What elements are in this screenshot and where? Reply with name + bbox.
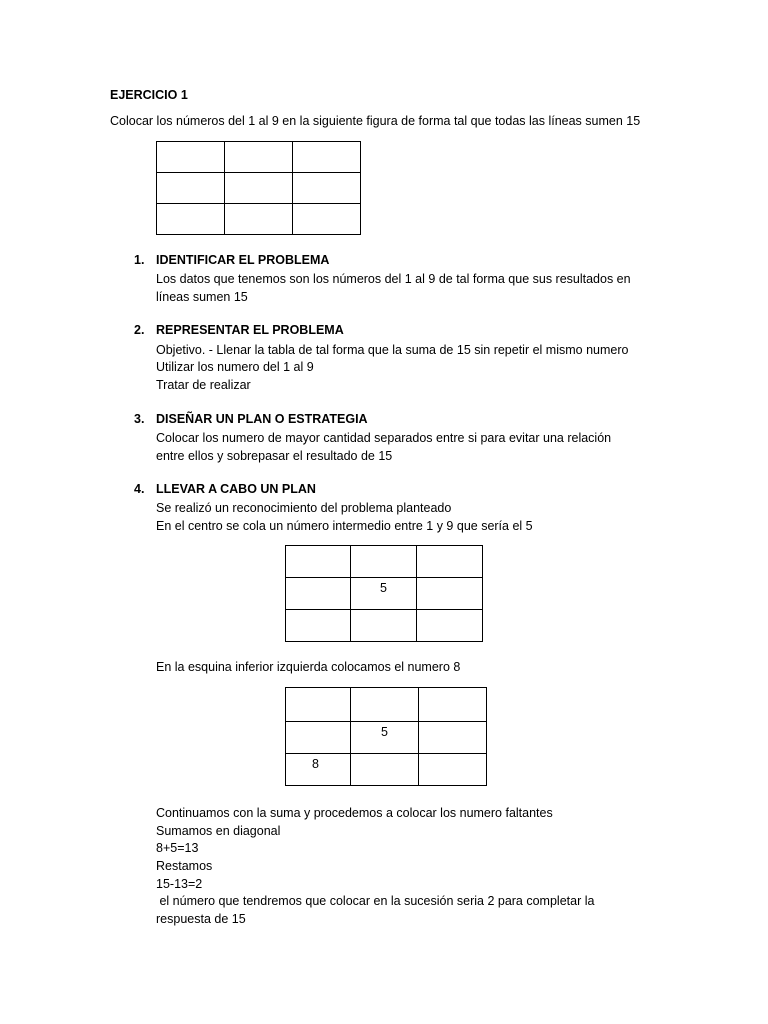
grid-cell: [419, 754, 487, 786]
step-number: 2.: [134, 323, 145, 337]
exercise-instruction: Colocar los números del 1 al 9 en la siguiente figura de forma tal que todas las líneas sumen 15: [110, 114, 641, 128]
grid-cell: [419, 722, 487, 754]
step-number: 4.: [134, 482, 145, 496]
grid-cell: [293, 173, 361, 204]
step-heading: LLEVAR A CABO UN PLAN: [156, 482, 316, 496]
step-number: 3.: [134, 412, 145, 426]
step-text-line: Objetivo. - Llenar la tabla de tal forma que la suma de 15 sin repetir el mismo numero: [156, 343, 629, 357]
grid-cell: [286, 610, 351, 642]
grid-cell: [293, 204, 361, 235]
grid-with-center: [285, 545, 483, 642]
grid-cell: [157, 204, 225, 235]
empty-grid: [156, 141, 361, 235]
step-heading: IDENTIFICAR EL PROBLEMA: [156, 253, 330, 267]
grid-cell: 5: [351, 578, 417, 610]
step-text-line: Tratar de realizar: [156, 378, 251, 392]
grid-cell: [286, 688, 351, 722]
conclusion-line: 15-13=2: [156, 877, 203, 891]
grid-cell: 5: [351, 722, 419, 754]
grid-cell: [417, 546, 483, 578]
grid-with-corner: [285, 687, 487, 786]
grid-cell: [225, 173, 293, 204]
conclusion-line: Continuamos con la suma y procedemos a colocar los numero faltantes: [156, 806, 553, 820]
conclusion-line: Sumamos en diagonal: [156, 824, 281, 838]
conclusion-line: respuesta de 15: [156, 912, 246, 926]
grid-cell: [419, 688, 487, 722]
grid-cell: [225, 142, 293, 173]
step-text-line: Utilizar los numero del 1 al 9: [156, 360, 314, 374]
grid-cell: [157, 142, 225, 173]
grid-cell: [225, 204, 293, 235]
grid-cell: [351, 754, 419, 786]
step-heading: DISEÑAR UN PLAN O ESTRATEGIA: [156, 412, 368, 426]
corner-instruction: En la esquina inferior izquierda colocamos el numero 8: [156, 660, 461, 674]
conclusion-line: 8+5=13: [156, 841, 199, 855]
grid-cell: 8: [286, 754, 351, 786]
step-heading: REPRESENTAR EL PROBLEMA: [156, 323, 344, 337]
grid-cell: [351, 688, 419, 722]
conclusion-line: el número que tendremos que colocar en la sucesión seria 2 para completar la: [156, 894, 595, 908]
grid-cell: [417, 610, 483, 642]
grid-cell: [351, 546, 417, 578]
grid-cell: [286, 578, 351, 610]
step-text-line: Colocar los numero de mayor cantidad separados entre si para evitar una relación: [156, 431, 612, 445]
step-text-line: Los datos que tenemos son los números del 1 al 9 de tal forma que sus resultados en: [156, 272, 631, 286]
grid-cell: [351, 610, 417, 642]
grid-cell: [417, 578, 483, 610]
step-text-line: Se realizó un reconocimiento del problema planteado: [156, 501, 452, 515]
step-number: 1.: [134, 253, 145, 267]
conclusion-line: Restamos: [156, 859, 213, 873]
exercise-title: EJERCICIO 1: [110, 88, 188, 102]
grid-cell: [293, 142, 361, 173]
grid-cell: [157, 173, 225, 204]
step-text-line: En el centro se cola un número intermedio entre 1 y 9 que sería el 5: [156, 519, 533, 533]
grid-cell: [286, 546, 351, 578]
step-text-line: líneas sumen 15: [156, 290, 248, 304]
step-text-line: entre ellos y sobrepasar el resultado de 15: [156, 449, 393, 463]
grid-cell: [286, 722, 351, 754]
